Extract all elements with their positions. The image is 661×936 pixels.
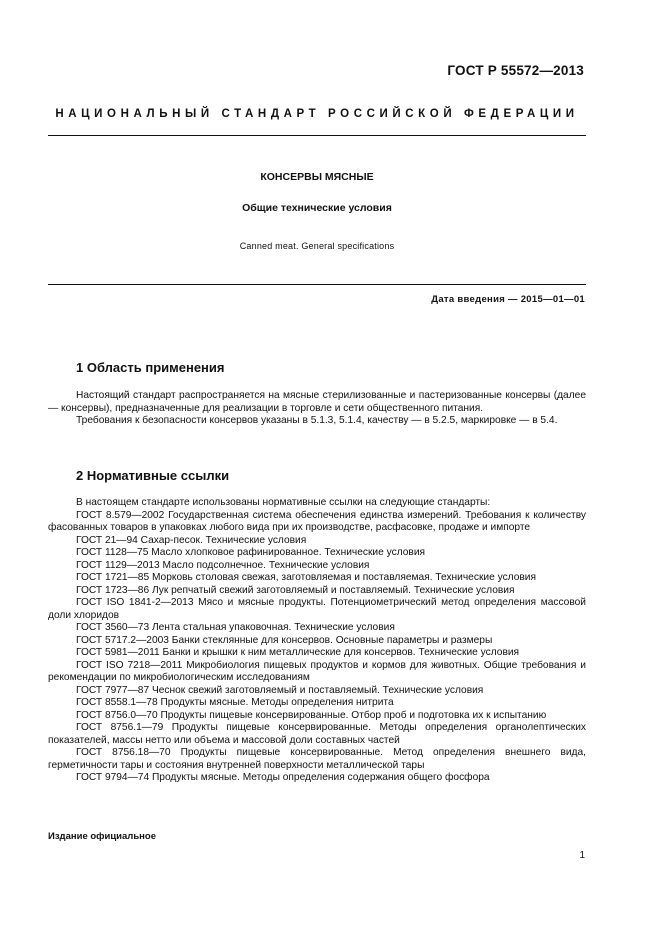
national-standard-banner: НАЦИОНАЛЬНЫЙ СТАНДАРТ РОССИЙСКОЙ ФЕДЕРАЦИИ [55,108,579,120]
title-divider [48,284,586,285]
document-subtitle: Общие технические условия [242,202,392,214]
official-edition-note: Издание официальное [48,831,156,842]
paragraph: Настоящий стандарт распространяется на мясные стерилизованные и пастеризованные консервы (далее — консервы), предназначенные для реализации в торговле и сети общественного питания. [48,390,586,414]
reference-item: ГОСТ 9794—74 Продукты мясные. Методы определения содержания общего фосфора [76,772,490,783]
reference-item: ГОСТ 8756.1—79 Продукты пищевые консервированные. Методы определения органолептических показателей, массы нетто или объема и массовой доли составных частей [48,722,586,746]
reference-item: ГОСТ 1721—85 Морковь столовая свежая, заготовляемая и поставляемая. Технические условия [76,572,537,583]
page-number: 1 [579,850,585,861]
reference-item: ГОСТ ISO 7218—2011 Микробиология пищевых продуктов и кормов для животных. Общие требования и рекомендации по микробиологическим исследованиям [48,659,586,683]
reference-item: ГОСТ 8756.0—70 Продукты пищевые консервированные. Отбор проб и подготовка их к испытанию [76,709,547,721]
reference-item: ГОСТ 1128—75 Масло хлопковое рафинированное. Технические условия [76,547,426,558]
reference-item: ГОСТ 1129—2013 Масло подсолнечное. Технические условия [76,559,370,571]
reference-item: ГОСТ 21—94 Сахар-песок. Технические условия [76,534,307,546]
normative-references-list [48,497,586,785]
document-title: КОНСЕРВЫ МЯСНЫЕ [260,171,374,183]
reference-item: ГОСТ 5981—2011 Банки и крышки к ним металлические для консервов. Технические условия [76,647,520,658]
reference-item: ГОСТ 8558.1—78 Продукты мясные. Методы определения нитрита [76,697,394,708]
paragraph: В настоящем стандарте использованы нормативные ссылки на следующие стандарты: [76,497,491,508]
top-divider [48,135,586,136]
reference-item: ГОСТ 1723—86 Лук репчатый свежий заготовляемый и поставляемый. Технические условия [76,584,515,596]
section-heading: 1 Область применения [76,360,225,375]
reference-item: ГОСТ 5717.2—2003 Банки стеклянные для консервов. Основные параметры и размеры [76,634,493,646]
reference-item: ГОСТ 8756.18—70 Продукты пищевые консервированные. Метод определения внешнего вида, герметичности тары и состояния внутренней поверхности металлической тары [48,747,586,771]
introduction-date: Дата введения — 2015—01—01 [431,294,585,305]
reference-item: ГОСТ 3560—73 Лента стальная упаковочная. Технические условия [76,622,395,633]
paragraph: Требования к безопасности консервов указаны в 5.1.3, 5.1.4, качеству — в 5.2.5, маркировке — в 5.4. [76,415,558,426]
reference-item: ГОСТ ISO 1841-2—2013 Мясо и мясные продукты. Потенциометрический метод определения массовой доли хлоридов [48,597,586,621]
reference-item: ГОСТ 7977—87 Чеснок свежий заготовляемый и поставляемый. Технические условия [76,684,484,696]
reference-item: ГОСТ 8.579—2002 Государственная система обеспечения единства измерений. Требования к количеству фасованных товаров в упаковках любого вида при их производстве, расфасовке, продаже и импорте [48,509,586,533]
english-title: Canned meat. General specifications [239,241,395,251]
section-body [48,390,586,428]
document-number: ГОСТ Р 55572—2013 [447,63,584,78]
section-heading: 2 Нормативные ссылки [76,468,230,483]
